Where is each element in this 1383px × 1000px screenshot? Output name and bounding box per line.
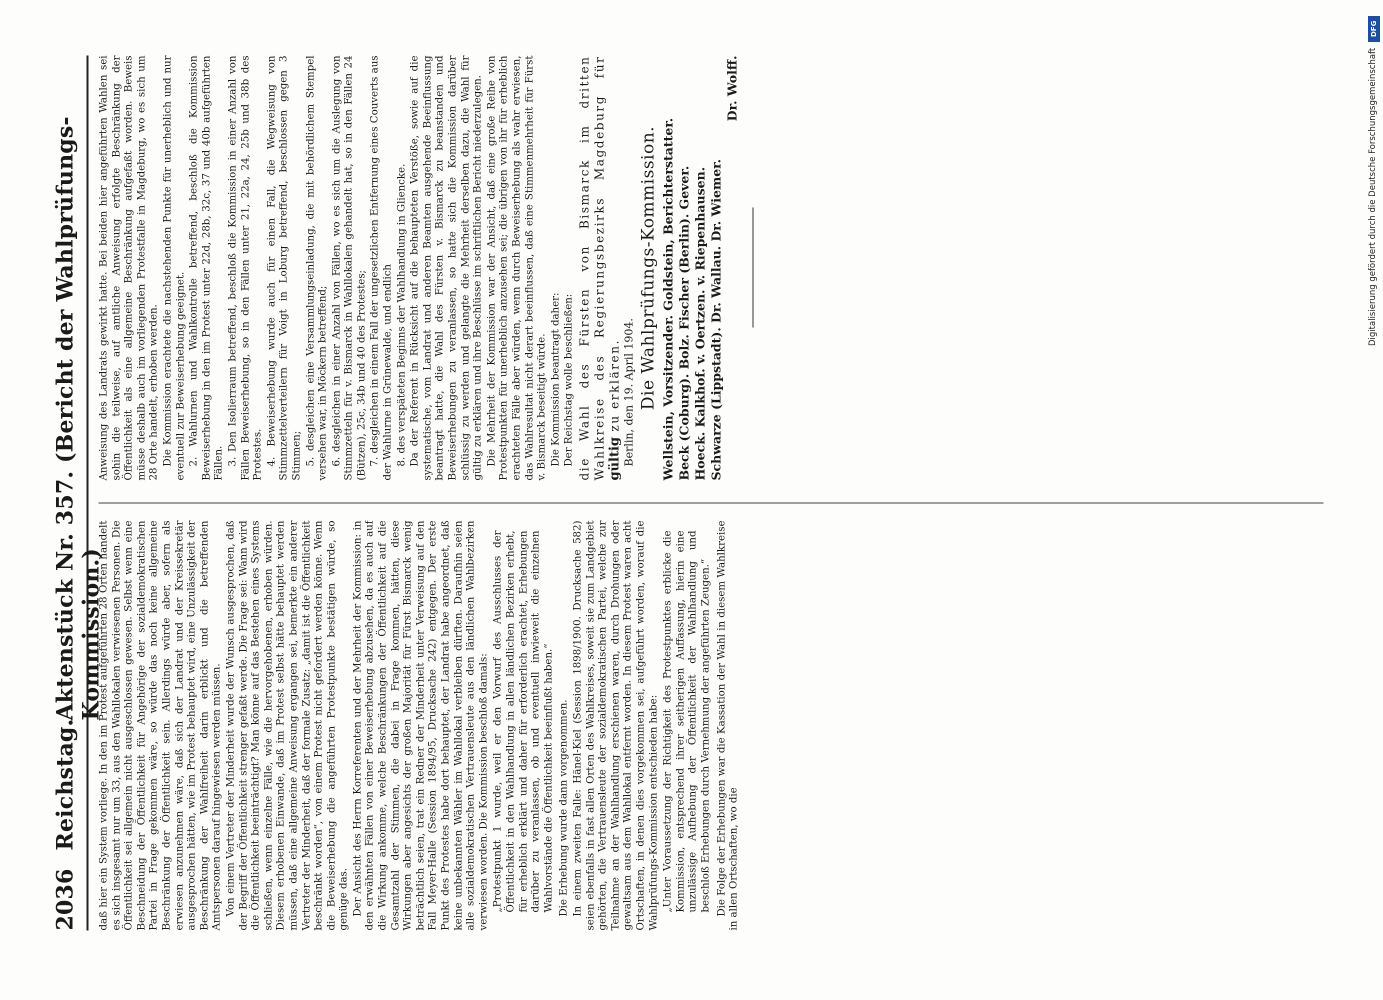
paragraph: In einem zweiten Falle: Hänel-Kiel (Session 1898/1900. Drucksache 582) seien ebenfalls in fast allen Orten des Wahlkreises, soweit sie zum Landgebiet gehörten, die Vertrauensleute der sozialdemokratischen Partei, welche zur Teilnahme an der Wahlhandlung erschienen waren, durch Drohungen oder gewaltsam aus dem Wahllokal entfernt worden. In diesem Protest waren acht Ortschaften, in denen dies vorgekommen sei, aufgeführt worden, worauf die Wahlprüfungs-Kommission entschieden habe: xyxy=(571,520,659,930)
paragraph: Der Reichstag wolle beschließen: xyxy=(563,293,575,466)
signature-line: Wellstein, Vorsitzender. Goldstein, Berichterstatter. xyxy=(659,117,675,480)
signature-line: Beck (Coburg). Bolz. Fischer (Berlin). Gever. xyxy=(675,165,691,480)
paragraph: Anweisung des Landrats gewirkt hatte. Bei beiden hier angeführten Wahlen sei sohin die teilweise, auf amtliche Anweisung erfolgte Beschränkung der Öffentlichkeit als eine allgemeine Beschränkung aufgefaßt worden. Beweis müsse deshalb auch im vorliegenden Protestfalle in Magdeburg, wo es sich um 28 Orte handelt, erhoben werden. xyxy=(98,55,160,480)
closing-rule xyxy=(752,208,753,328)
resolution-post: zu erklären. xyxy=(606,338,621,432)
paragraph: Die Erhebung wurde dann vorgenommen. xyxy=(558,698,570,916)
paragraph: Da der Referent in Rücksicht auf die behaupteten Verstöße, sowie auf die systematische, vom Landrat und anderen Beamten ausgehende Beeinflussung beantragt hatte, die Wahl des Fürsten v. Bismarck zu beanstanden und Beweiserhebungen zu veranlassen, so hatte sich die Kommission darüber schlüssig zu werden und gelangte die Mehrheit derselben dazu, die Wahl für gültig zu erklären und ihre Beschlüsse im schriftlichen Bericht niederzulegen. xyxy=(409,55,484,480)
column-divider xyxy=(98,502,1323,503)
resolution-pre: die Wahl des Fürsten von Bismarck im dritten Wahlkreise des Regierungsbezirks Magdeburg für xyxy=(576,55,606,480)
signature-line: Schwarze (Lippstadt). Dr. Wallau. Dr. Wiemer. xyxy=(707,158,723,480)
quote-text: „Unter Voraussetzung der Richtigkeit des Protestpunktes erblicke die Kommission, entsprechend ihrer seitherigen Auffassung, hierin eine unzulässige Aufhebung der Öffentlichkeit der Wahlhandlung und beschloß Erhebungen durch Vernehmung der angeführten Zeugen.“ xyxy=(662,530,711,912)
block-quote xyxy=(662,520,712,930)
block-quote xyxy=(492,520,555,930)
resolution-verdict: gültig xyxy=(606,436,622,480)
paragraph: Der Ansicht des Herrn Korreferenten und der Mehrheit der Kommission: in den erwähnten Fällen von einer Beweiserhebung abzusehen, da es auch auf die Wirkung ankomme, welche Beschränkungen der Öffentlichkeit auf die Gesamtzahl der Stimmen, die dabei in Frage kommen, hätten, diese Wirkungen aber angesichts der großen Majorität für Fürst Bismarck wenig beträchtlich seien, trat ein Redner der Minderheit unter Verweisung auf den Fall Meyer-Halle (Session 1894/95, Drucksache 242) entgegen. Der erste Punkt des Protestes habe dort behauptet, der Landrat habe angeordnet, daß keine unbekannten Wähler im Wahllokal verbleiben dürften. Daraufhin seien alle sozialdemokratischen Vertrauensleute aus den ländlichen Wahlbezirken verwiesen worden. Die Kommission beschloß damals: xyxy=(351,520,489,930)
numbered-item: 4. Beweiserhebung wurde auch für einen Fall, die Wegweisung von Stimmzettelverteilern für Voigt in Loburg betreffend, beschlossen gegen 3 Stimmen; xyxy=(265,55,302,480)
dfg-logo-icon: DFG xyxy=(1368,16,1380,42)
funding-note xyxy=(1368,14,1380,974)
signature-line: Dr. Wolff. xyxy=(723,55,739,121)
numbered-item: 5. desgleichen eine Versammlungseinladung, die mit behördlichem Stempel versehen war, in Möckern betreffend; xyxy=(304,55,329,480)
journal-title: Reichstag. xyxy=(52,718,78,850)
numbered-item: 2. Wahlurnen und Wahlkontrolle betreffend, beschloß die Kommission Beweiserhebung in den im Protest unter 22d, 28b, 32c, 37 und 40b aufgeführten Fällen. xyxy=(188,55,225,480)
signature-line: Hoeck. Kalkhof. v. Oertzen. v. Riepenhausen. xyxy=(691,166,707,480)
left-column xyxy=(98,520,1323,930)
quote-text: „Protestpunkt 1 wurde, weil er den Vorwurf des Ausschlusses der Öffentlichkeit in den Wahlhandlung in allen ländlichen Bezirken erhebt, für erheblich erklärt und daher für erforderlich erachtet, Erhebungen darüber zu veranlassen, ob und eventuell inwieweit die einzelnen Wahlvorstände die Öffentlichkeit beeinflußt haben.“ xyxy=(492,530,554,912)
paragraph: Die Kommission beantragt daher: xyxy=(549,292,561,466)
paragraph: Die Kommission erachtete die nachstehenden Punkte für unerheblich und nur eventuell zur Beweiserhebung geeignet. xyxy=(161,55,186,480)
place-date: Berlin, den 19. April 1904. xyxy=(621,317,635,466)
signature-block xyxy=(660,55,740,480)
numbered-item: 6. desgleichen in einer Anzahl von Fällen, wo es sich um die Auslegung von Stimmzetteln für v. Bismarck in Wahllokalen gehandelt hat, so in den Fällen 24 (Bützen), 25c, 34b und 40 des Protestes; xyxy=(330,55,367,480)
funding-note-text: Digitalisierung gefördert durch die Deutsche Forschungsgemeinschaft xyxy=(1368,48,1378,347)
paragraph: Die Folge der Erhebungen war die Kassation der Wahl in diesem Wahlkreise in allen Ortschaften, wo die xyxy=(715,520,740,930)
document-title: Aktenstück Nr. 357. (Bericht der Wahlprüfungs-Kommission.) xyxy=(52,115,104,720)
paragraph: Von einem Vertreter der Minderheit wurde der Wunsch ausgesprochen, daß der Begriff der Öffentlichkeit strenger gefaßt werde. Die Frage sei: Wann wird die Öffentlichkeit beeinträchtigt? Man könne auf das Bestehen eines Systems schließen, wenn einzelne Fälle, wie die hervorgehobenen, erhoben würden. Diesem erhobenen Einwande, daß im Protest selbst hätte behauptet werden müssen, daß eine allgemeine Anweisung ergangen sei, bemerkte ein anderer Vertreter der Minderheit, daß der formale Zusatz: „damit ist die Öffentlichkeit beschränkt worden“, von einem Protest nicht gefordert werden könne. Wenn die Beweiserhebung die angeführten Protestpunkte bestätigen würde, so genüge das. xyxy=(224,520,350,930)
resolution-text xyxy=(577,55,622,480)
numbered-item: 8. des verspäteten Beginns der Wahlhandlung in Gliencke. xyxy=(395,163,407,466)
right-column xyxy=(98,55,1323,480)
page-number: 2036 xyxy=(52,867,78,930)
paragraph: daß hier ein System vorliege. In den im Protest aufgeführten 28 Orten handelt es sich insgesamt nur um 33, aus den Wahllokalen verwiesenen Personen. Die Öffentlichkeit sei allgemein nicht ausgeschlossen gewesen. Selbst wenn eine Beschneidung der Öffentlichkeit für Angehörige der sozialdemokratischen Partei in Frage gekommen wäre, so würde das noch keine allgemeine Beschränkung der Öffentlichkeit sein. Allerdings würde aber, sofern als erwiesen anzunehmen wäre, daß sich der Landrat und der Kreissekretär ausgesprochen hätten, wie im Protest behauptet wird, eine Unzulässigkeit der Beschränkung der Wahlfreiheit darin erblickt und die betreffenden Amtspersonen darauf hingewiesen werden müssen. xyxy=(98,520,223,930)
paragraph: Die Mehrheit der Kommission war der Ansicht, daß eine große Reihe von Protestpunkten für unerheblich anzusehen sei; die übrigen von ihr für erheblich erachteten Fälle aber würden, wenn durch Beweiserhebung als wahr erwiesen, das Wahlresultat nicht derart beeinflussen, daß eine Stimmenmehrheit für Fürst v. Bismarck beseitigt würde. xyxy=(485,55,548,480)
running-head xyxy=(52,55,104,930)
numbered-item: 3. Den Isolierraum betreffend, beschloß die Kommission in einer Anzahl von Fällen Beweiserhebung, so in den Fällen unter 21, 22a, 24, 25b und 38b des Protestes. xyxy=(226,55,264,480)
commission-title: Die Wahlprüfungs-Kommission. xyxy=(637,125,658,410)
numbered-item: 7. desgleichen in einem Fall der ungesetzlichen Entfernung eines Couverts aus der Wahlurne in Grünewalde, und endlich xyxy=(369,55,394,480)
